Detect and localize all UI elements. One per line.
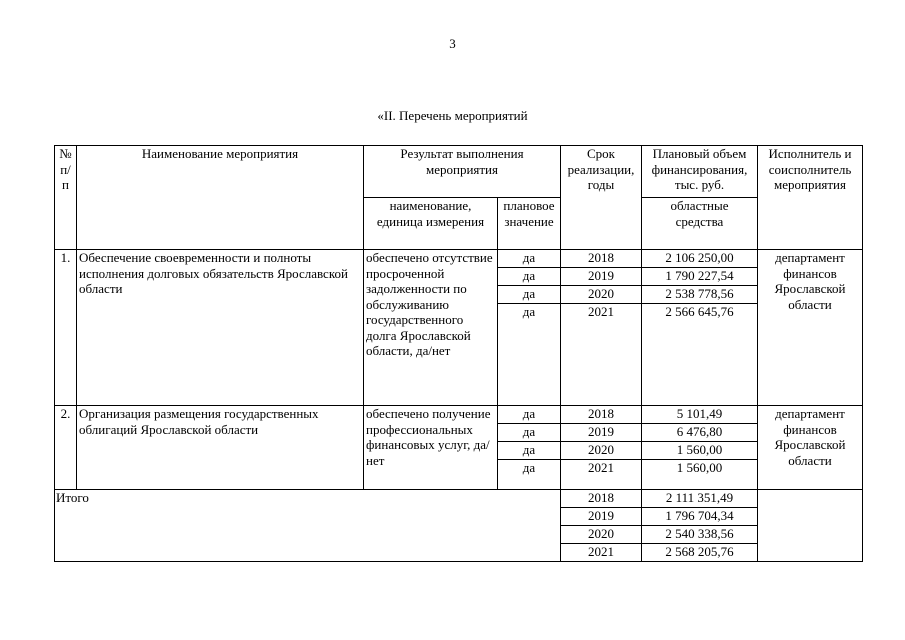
row-amount: 5 101,49 [642, 406, 758, 424]
header-row [55, 146, 863, 198]
header-funding: Плановый объем финансирования, тыс. руб. [642, 146, 758, 198]
row-value: да [498, 460, 561, 490]
table-row [55, 250, 863, 268]
row-executor: департамент финансов Ярославской области [758, 406, 863, 490]
row-year: 2020 [561, 442, 642, 460]
header-name: Наименование мероприятия [77, 146, 364, 250]
row-value: да [498, 304, 561, 406]
row-value: да [498, 424, 561, 442]
row-value: да [498, 268, 561, 286]
measures-table [54, 145, 863, 562]
total-amount: 2 568 205,76 [642, 544, 758, 562]
row-num: 2. [55, 406, 77, 490]
row-amount: 1 790 227,54 [642, 268, 758, 286]
row-value: да [498, 406, 561, 424]
row-year: 2021 [561, 460, 642, 490]
total-amount: 2 111 351,49 [642, 490, 758, 508]
row-amount: 2 538 778,56 [642, 286, 758, 304]
row-year: 2021 [561, 304, 642, 406]
row-value: да [498, 442, 561, 460]
row-year: 2019 [561, 268, 642, 286]
row-num: 1. [55, 250, 77, 406]
header-executor: Исполнитель и соисполнитель мероприятия [758, 146, 863, 250]
total-amount: 1 796 704,34 [642, 508, 758, 526]
row-amount: 6 476,80 [642, 424, 758, 442]
table-row [55, 406, 863, 424]
header-num: № п/п [55, 146, 77, 250]
total-amount: 2 540 338,56 [642, 526, 758, 544]
page-number: 3 [449, 36, 456, 51]
row-executor: департамент финансов Ярославской области [758, 250, 863, 406]
total-executor-empty [758, 490, 863, 562]
total-year: 2021 [561, 544, 642, 562]
total-year: 2020 [561, 526, 642, 544]
row-year: 2018 [561, 250, 642, 268]
header-result-value: плановое значение [498, 198, 561, 250]
header-term: Срок реализации, годы [561, 146, 642, 250]
page-title: «II. Перечень мероприятий [377, 108, 528, 123]
header-result-name: наименование, единица измерения [364, 198, 498, 250]
row-amount: 1 560,00 [642, 442, 758, 460]
total-year: 2019 [561, 508, 642, 526]
total-year: 2018 [561, 490, 642, 508]
row-value: да [498, 286, 561, 304]
row-name: Обеспечение своевременности и полноты исполнения долговых обязательств Ярославской области [77, 250, 364, 406]
row-year: 2020 [561, 286, 642, 304]
row-result-name: обеспечено получение профессиональных финансовых услуг, да/нет [364, 406, 498, 490]
row-name: Организация размещения государственных облигаций Ярославской области [77, 406, 364, 490]
header-funding-source: областные средства [642, 198, 758, 250]
row-amount: 2 106 250,00 [642, 250, 758, 268]
total-label: Итого [55, 490, 561, 562]
row-amount: 2 566 645,76 [642, 304, 758, 406]
total-row [55, 490, 863, 508]
row-value: да [498, 250, 561, 268]
row-year: 2018 [561, 406, 642, 424]
row-amount: 1 560,00 [642, 460, 758, 490]
header-result: Результат выполнения мероприятия [364, 146, 561, 198]
row-year: 2019 [561, 424, 642, 442]
row-result-name: обеспечено отсутствие просроченной задолженности по обслуживанию государственного долга Ярославской области, да/нет [364, 250, 498, 406]
